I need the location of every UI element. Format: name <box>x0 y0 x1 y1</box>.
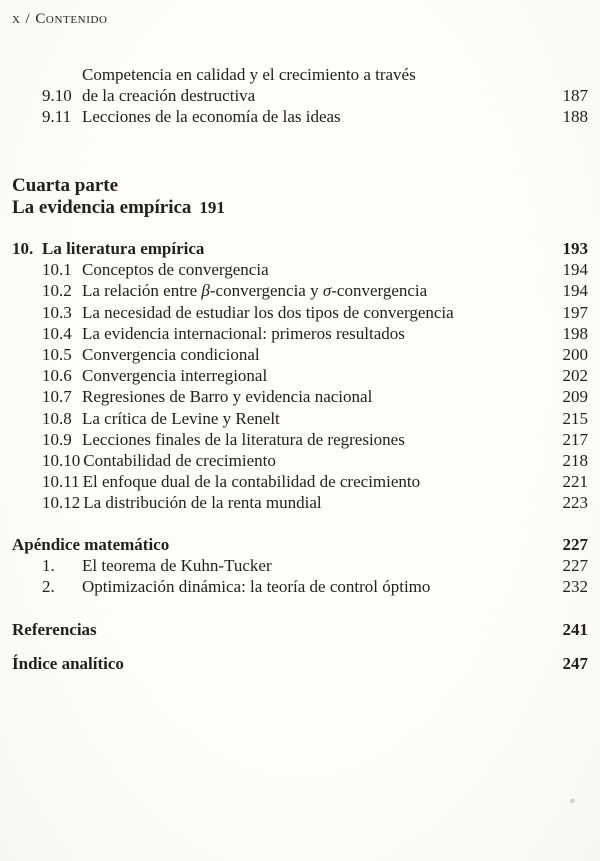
toc-entry <box>42 259 588 280</box>
running-header <box>12 10 588 28</box>
entry-title: La necesidad de estudiar los dos tipos de convergencia <box>82 302 454 322</box>
entry-title: Lecciones de la economía de las ideas <box>82 107 341 126</box>
toc-entry <box>42 106 588 127</box>
toc-entry <box>42 323 588 344</box>
entry-page: 197 <box>562 302 588 322</box>
backmatter-entry <box>12 619 588 640</box>
entry-page: 247 <box>562 653 588 673</box>
toc-entry <box>42 365 588 386</box>
entry-page: 217 <box>562 429 588 449</box>
entry-page: 194 <box>562 281 588 301</box>
entry-page: 194 <box>562 260 588 280</box>
chapter-page: 193 <box>562 239 588 258</box>
entry-number: 10.9 <box>42 429 72 449</box>
part-kicker: Cuarta parte <box>12 175 119 196</box>
entry-number: 10.6 <box>42 366 72 386</box>
toc-entry <box>42 429 588 450</box>
appendix-page: 227 <box>562 534 588 554</box>
toc-entry <box>42 386 588 407</box>
part-page: 191 <box>199 197 225 217</box>
entry-page: 221 <box>562 472 588 492</box>
appendix-title: Apéndice matemático <box>12 534 170 554</box>
backmatter-entry <box>12 653 588 674</box>
entry-number: 1. <box>42 555 55 575</box>
entry-number: 9.11 <box>42 107 72 126</box>
chapter-title: La literatura empírica <box>42 239 205 258</box>
toc-entry <box>42 280 588 301</box>
entry-title: Convergencia condicional <box>82 345 260 365</box>
table-of-contents <box>12 64 588 674</box>
entry-title: La distribución de la renta mundial <box>83 493 322 513</box>
entry-number: 2. <box>42 577 55 597</box>
toc-entry <box>42 408 588 429</box>
entry-number: 10.1 <box>42 260 72 280</box>
part-title-block <box>12 175 191 218</box>
entry-title: Optimización dinámica: la teoría de control óptimo <box>82 577 431 597</box>
part-title: La evidencia empírica <box>12 196 192 218</box>
toc-entry <box>42 492 588 513</box>
entry-number: 10.10 <box>42 451 81 471</box>
entry-title: Regresiones de Barro y evidencia nacional <box>82 387 373 407</box>
entry-title <box>82 64 555 106</box>
entry-page: 200 <box>562 345 588 365</box>
entry-title: Índice analítico <box>12 653 124 673</box>
entry-title: La evidencia internacional: primeros resultados <box>82 323 405 343</box>
part-heading <box>12 175 588 218</box>
entry-number: 10.4 <box>42 323 72 343</box>
entry-number: 10.12 <box>42 493 81 513</box>
entry-title: La crítica de Levine y Renelt <box>82 408 280 428</box>
header-title: Contenido <box>35 11 108 27</box>
entry-page: 218 <box>562 451 588 471</box>
toc-entry <box>42 302 588 323</box>
chapter-entry <box>12 238 588 259</box>
entry-title: La relación entre β-convergencia y σ-convergencia <box>82 281 428 301</box>
chapter-number: 10. <box>12 239 34 258</box>
entry-title: El enfoque dual de la contabilidad de crecimiento <box>82 472 421 492</box>
entry-number: 10.5 <box>42 345 72 365</box>
appendix-block <box>12 534 588 598</box>
backmatter-block <box>12 619 588 674</box>
toc-entry <box>42 450 588 471</box>
entry-title: Conceptos de convergencia <box>82 260 269 280</box>
entry-title-line2: de la creación destructiva <box>82 86 256 105</box>
entry-number: 10.8 <box>42 408 72 428</box>
chapter-block <box>12 238 588 514</box>
entry-number: 9.10 <box>42 86 72 105</box>
entry-title: El teorema de Kuhn-Tucker <box>82 555 272 575</box>
entry-page: 188 <box>562 107 588 126</box>
appendix-item <box>42 576 588 597</box>
entry-number: 10.3 <box>42 302 72 322</box>
entry-page: 187 <box>562 86 588 105</box>
entry-title: Contabilidad de crecimiento <box>83 451 276 471</box>
entry-page: 241 <box>562 619 588 639</box>
entry-number: 10.11 <box>42 472 80 492</box>
appendix-heading <box>12 534 588 555</box>
entry-page: 227 <box>562 555 588 575</box>
entry-page: 209 <box>562 387 588 407</box>
entry-title-line1: Competencia en calidad y el crecimiento a través <box>82 65 416 84</box>
entry-page: 223 <box>562 493 588 513</box>
toc-entry <box>42 471 588 492</box>
appendix-item <box>42 555 588 576</box>
entry-title: Convergencia interregional <box>82 366 268 386</box>
header-separator: / <box>25 11 31 27</box>
toc-entry <box>42 64 588 106</box>
entry-number: 10.7 <box>42 387 72 407</box>
entry-page: 202 <box>562 366 588 386</box>
scan-speck-artifact <box>569 798 575 804</box>
entry-page: 232 <box>562 577 588 597</box>
folio-roman: x <box>12 11 21 27</box>
entry-title: Referencias <box>12 619 97 639</box>
entry-page: 198 <box>562 323 588 343</box>
toc-entry <box>42 344 588 365</box>
entry-number: 10.2 <box>42 281 72 301</box>
entry-page: 215 <box>562 408 588 428</box>
entry-title: Lecciones finales de la literatura de regresiones <box>82 429 405 449</box>
